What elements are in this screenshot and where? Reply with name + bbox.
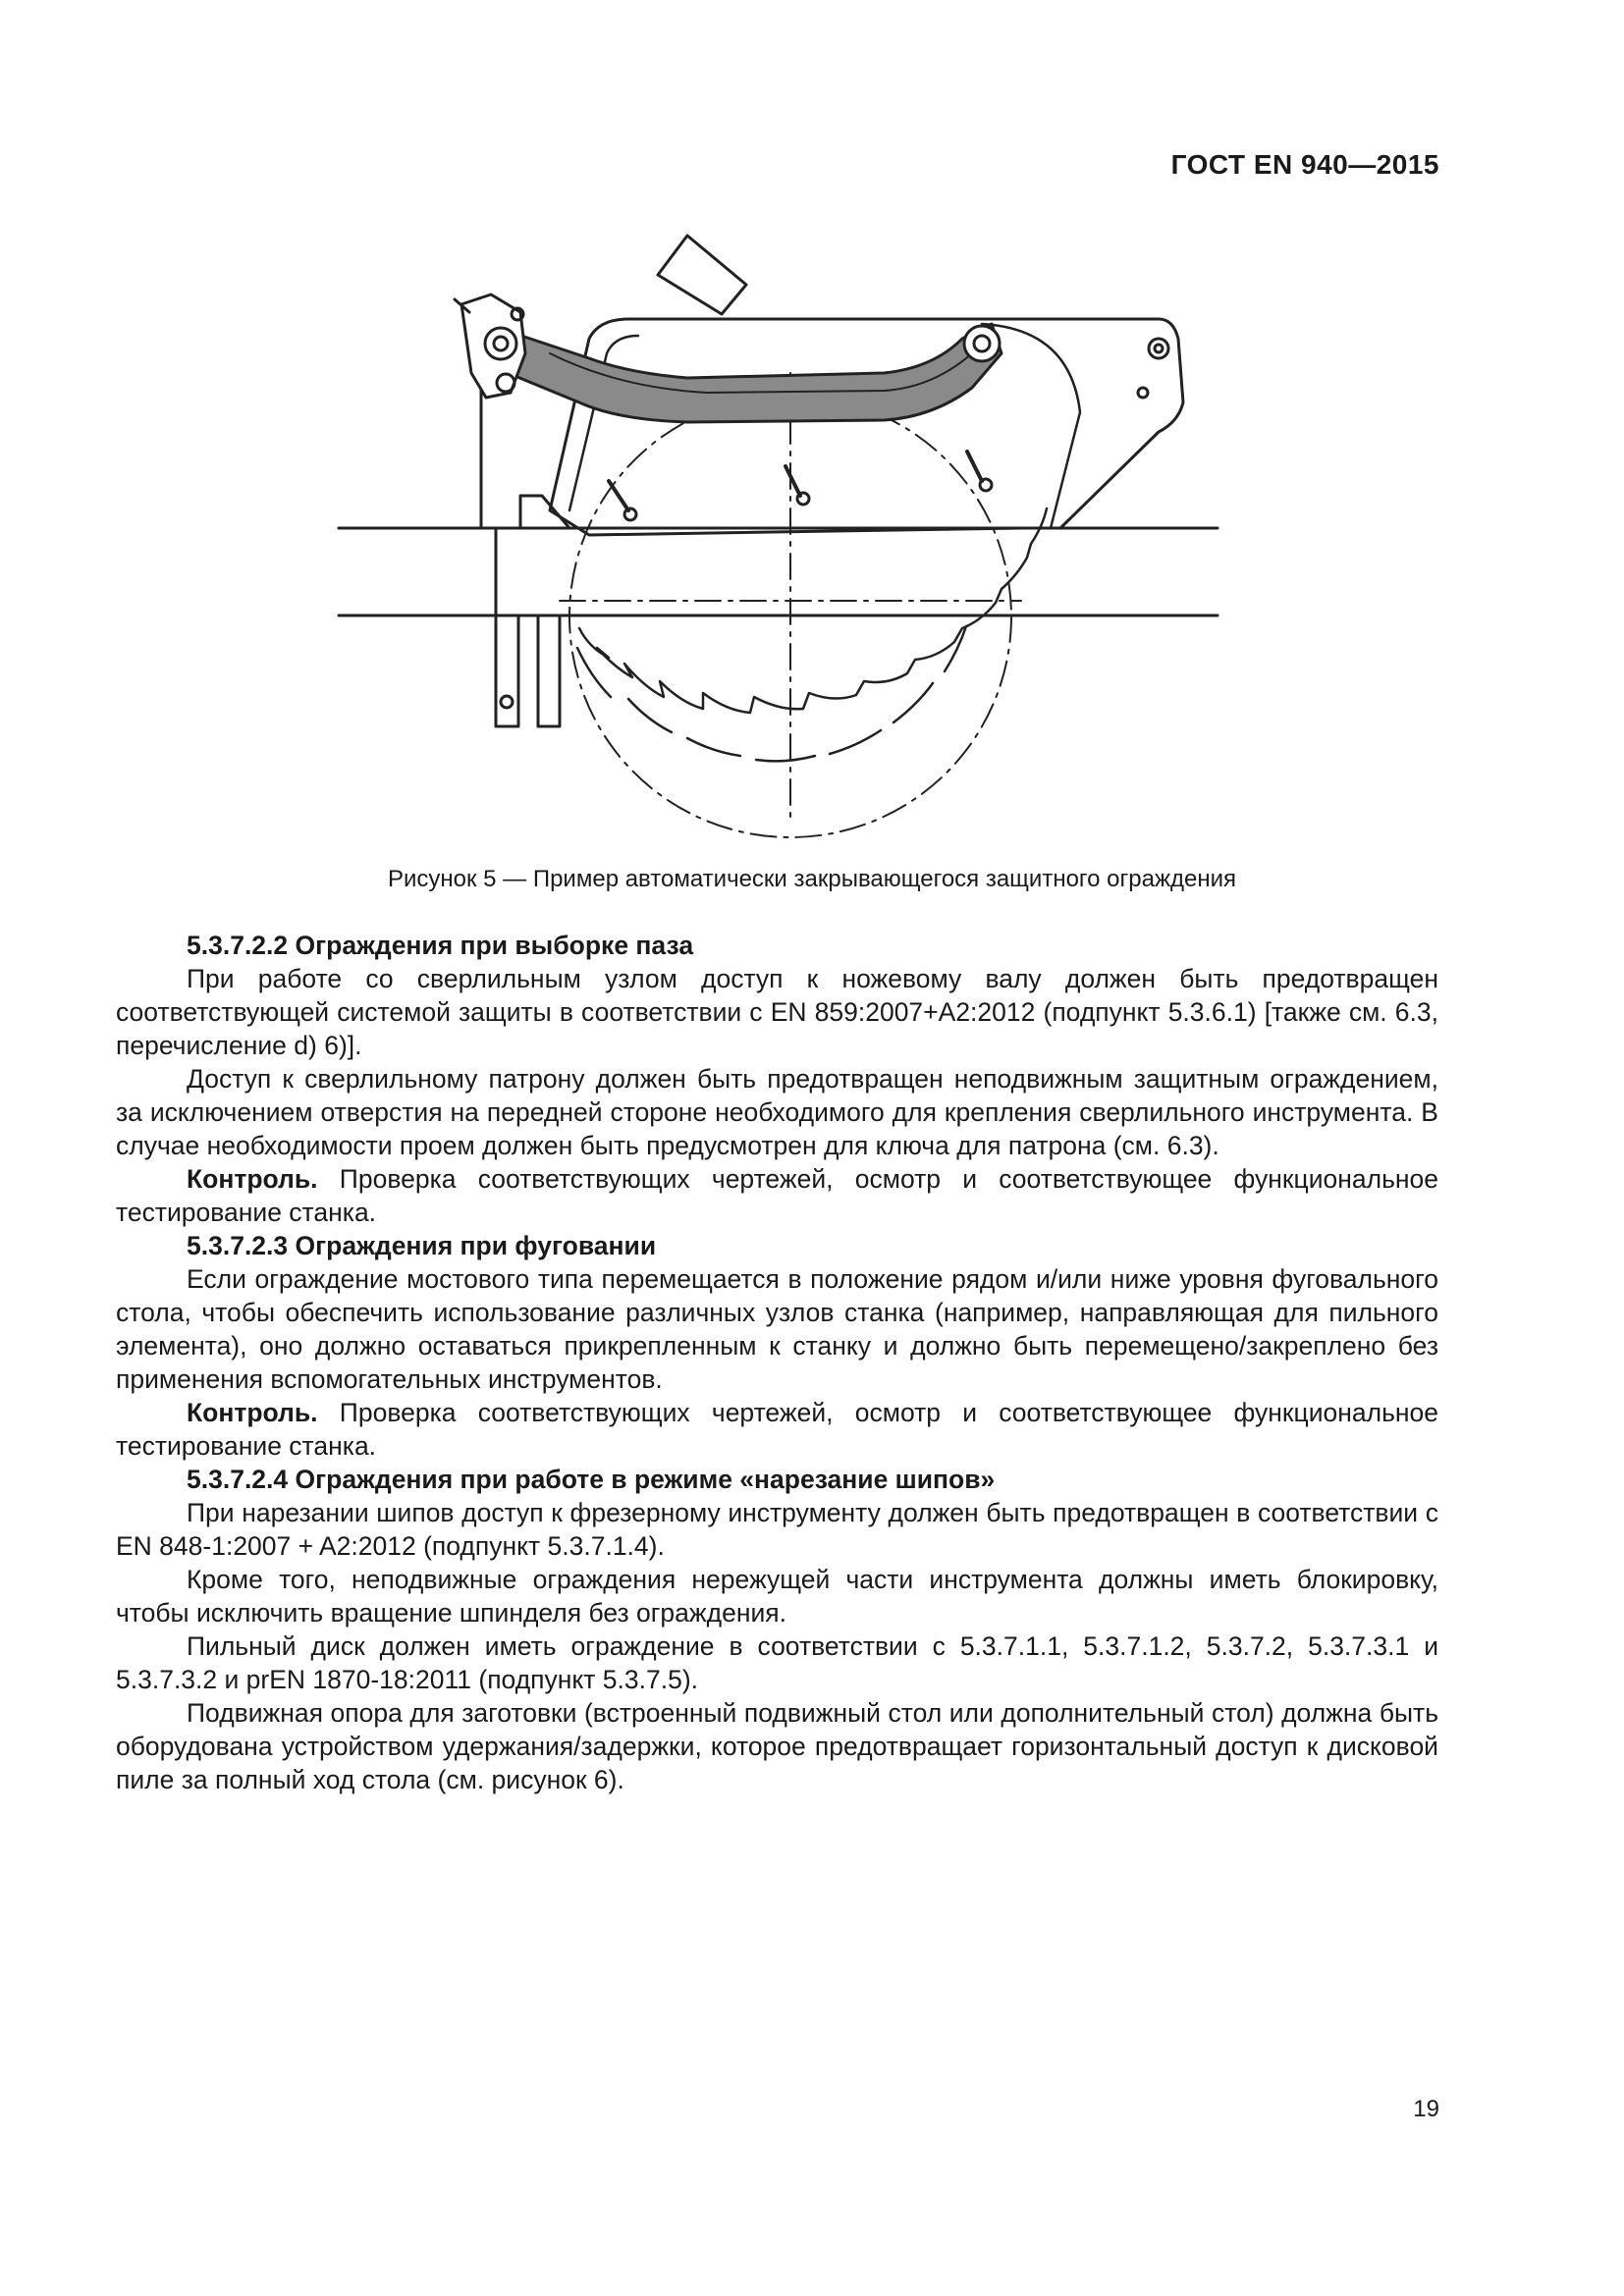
top-handle (658, 236, 746, 314)
paragraph: Подвижная опора для заготовки (встроенный подвижный стол или дополнительный стол) должна быть оборудована устройством удержания/задержки, которое предотвращает горизонтальный доступ к дисковой пиле за полный ход стола (см. рисунок 6). (116, 1698, 1438, 1794)
linkage-arm (496, 324, 1001, 422)
paragraph: При работе со сверлильным узлом доступ к ножевому валу должен быть предотвращен соответствующей системой защиты в соответствии с EN 859:2007+A2:2012 (подпункт 5.3.6.1) [также см. 6.3, перечисление d) 6)]. (116, 964, 1438, 1060)
pin-right-stem (967, 452, 982, 481)
body-text (116, 929, 1438, 1796)
left-pivot-outer (485, 328, 516, 359)
document-header: ГОСТ EN 940—2015 (1170, 149, 1439, 180)
paragraph: Доступ к сверлильному патрону должен быть предотвращен неподвижным защитным ограждением, за исключением отверстия на передней стороне необходимого для крепления сверлильного инструмента. В случае необходимости проем должен быть предусмотрен для ключа для патрона (см. 6.3). (116, 1064, 1438, 1160)
figure-auto-closing-guard (324, 221, 1227, 839)
right-hole (1138, 388, 1148, 398)
arm-right-pivot-outer (964, 326, 1000, 361)
pin-left-head (624, 508, 636, 520)
paragraph: Пильный диск должен иметь ограждение в соответствии с 5.3.7.1.1, 5.3.7.1.2, 5.3.7.2, 5.3.7.3.1 и 5.3.7.3.2 и prEN 1870-18:2011 (подпункт 5.3.7.5). (116, 1631, 1438, 1694)
paragraph: При нарезании шипов доступ к фрезерному инструменту должен быть предотвращен в соответствии с EN 848-1:2007 + A2:2012 (подпункт 5.3.7.1.4). (116, 1498, 1438, 1561)
paragraph: Контроль. Проверка соответствующих чертежей, осмотр и соответствующее функциональное тестирование станка. (116, 1398, 1438, 1461)
pin-right-head (980, 479, 992, 491)
control-label: Контроль. (187, 1398, 318, 1427)
second-lower-leg (538, 615, 560, 726)
right-pivot-outer (1149, 339, 1168, 358)
section-heading: 5.3.7.2.3 Ограждения при фуговании (187, 1231, 657, 1260)
paragraph: Контроль. Проверка соответствующих чертежей, осмотр и соответствующее функциональное тестирование станка. (116, 1164, 1438, 1227)
left-bracket (520, 496, 569, 528)
right-pivot-inner (1155, 345, 1163, 352)
paragraph: Кроме того, неподвижные ограждения нережущей части инструмента должны иметь блокировку, чтобы исключить вращение шпинделя без ограждения. (116, 1565, 1438, 1628)
page-number: 19 (1413, 2096, 1439, 2122)
saw-teeth (577, 508, 1047, 761)
control-label: Контроль. (187, 1164, 318, 1194)
section-heading: 5.3.7.2.2 Ограждения при выборке паза (187, 931, 694, 960)
pin-left-stem (609, 481, 628, 510)
figure-caption: Рисунок 5 — Пример автоматически закрывающегося защитного ограждения (387, 866, 1237, 892)
section-heading: 5.3.7.2.4 Ограждения при работе в режиме «нарезание шипов» (187, 1465, 996, 1494)
pin-center-head (797, 493, 809, 505)
left-leg-pin (501, 696, 513, 708)
pin-center-stem (785, 466, 800, 496)
paragraph: Если ограждение мостового типа перемещается в положение рядом и/или ниже уровня фуговального стола, чтобы обеспечить использование различных узлов станка (например, направляющая для пильного элемента), оно должно оставаться прикрепленным к станку и должно быть перемещено/закреплено без применения вспомогательных инструментов. (116, 1264, 1438, 1394)
guard-housing (550, 319, 1183, 535)
guard-drawing (324, 221, 1227, 839)
